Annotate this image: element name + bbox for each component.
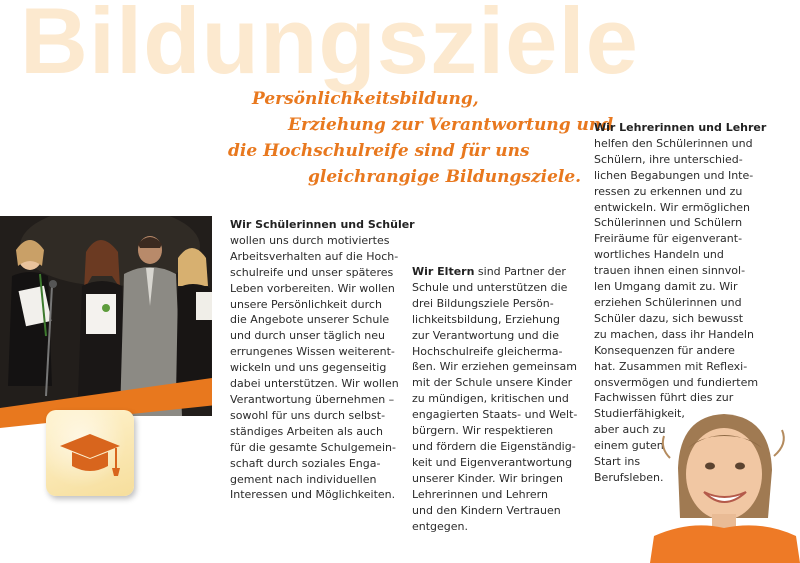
- text-line: helfen den Schülerinnen und: [594, 136, 753, 150]
- text-line: Leben vorbereiten. Wir wollen: [230, 281, 395, 295]
- teachers-heading: Wir Lehrerinnen und Lehrer: [594, 121, 767, 134]
- text-line: Hochschulreife gleicherma-: [412, 344, 563, 358]
- text-line: zur Verantwortung und die: [412, 328, 559, 342]
- parents-column: [412, 264, 590, 534]
- text-line: trauen ihnen einen sinnvol-: [594, 264, 746, 278]
- text-line: errungenes Wissen weiterent-: [230, 345, 395, 359]
- text-line: lichen Begabungen und Inte-: [594, 168, 754, 182]
- text-line: ständiges Arbeiten als auch: [230, 424, 383, 438]
- tagline: [228, 86, 614, 190]
- tagline-line: die Hochschulreife sind für uns: [228, 141, 530, 161]
- text-line: dabei unterstützen. Wir wollen: [230, 377, 399, 391]
- parents-heading: Wir Eltern: [412, 265, 475, 278]
- text-line: Lehrerinnen und Lehrern: [412, 487, 548, 501]
- text-line: len Umgang damit zu. Wir: [594, 280, 738, 294]
- text-line: für die gesamte Schulgemein-: [230, 440, 396, 454]
- text-line: Schülerinnen und Schülern: [594, 216, 743, 230]
- text-line: entwickeln. Wir ermöglichen: [594, 200, 751, 214]
- text-line: Schüler dazu, sich bewusst: [594, 311, 744, 325]
- text-line: gement nach individuellen: [230, 472, 377, 486]
- text-line: die Angebote unserer Schule: [230, 313, 390, 327]
- text-line: ßen. Wir erziehen gemeinsam: [412, 360, 577, 374]
- text-line: lichkeitsbildung, Erziehung: [412, 312, 560, 326]
- text-line: erziehen Schülerinnen und: [594, 295, 742, 309]
- text-line: Berufsleben.: [594, 470, 664, 484]
- text-line: schaft durch soziales Enga-: [230, 456, 381, 470]
- text-line: Verantwortung übernehmen –: [230, 392, 395, 406]
- text-line: zu mündigen, kritischen und: [412, 392, 569, 406]
- text-line: Konsequenzen für andere: [594, 343, 735, 357]
- text-line: entgegen.: [412, 519, 469, 533]
- graduation-cap-icon: [46, 410, 134, 496]
- text-line: zu machen, dass ihr Handeln: [594, 327, 754, 341]
- text-line: und den Kindern Vertrauen: [412, 503, 561, 517]
- text-line: Fachwissen führt dies zur: [594, 391, 734, 405]
- text-line: sind Partner der: [474, 265, 566, 278]
- smiling-girl-photo: [650, 408, 800, 563]
- text-line: schulreife und unser späteres: [230, 265, 394, 279]
- text-line: keit und Eigenverantwortung: [412, 455, 573, 469]
- text-line: Interessen und Möglichkeiten.: [230, 488, 396, 502]
- students-heading: Wir Schülerinnen und Schüler: [230, 218, 415, 231]
- tagline-line: gleichrangige Bildungsziele.: [308, 167, 582, 187]
- text-line: sowohl für uns durch selbst-: [230, 408, 386, 422]
- text-line: Arbeitsverhalten auf die Hoch-: [230, 249, 399, 263]
- text-line: Schülern, ihre unterschied-: [594, 152, 743, 166]
- text-line: onsvermögen und fundiertem: [594, 375, 759, 389]
- text-line: Schule und unterstützen die: [412, 280, 568, 294]
- text-line: unsere Persönlichkeit durch: [230, 297, 382, 311]
- text-line: wortliches Handeln und: [594, 248, 724, 262]
- text-line: mit der Schule unsere Kinder: [412, 376, 573, 390]
- page-title: Bildungsziele: [20, 0, 639, 93]
- text-line: Studierfähigkeit,: [594, 407, 685, 421]
- students-column: [230, 217, 415, 503]
- text-line: hat. Zusammen mit Reflexi-: [594, 359, 748, 373]
- graduation-cap-tile: [46, 410, 134, 496]
- text-line: Start ins: [594, 455, 641, 469]
- tagline-line: Persönlichkeitsbildung,: [252, 89, 479, 109]
- text-line: drei Bildungsziele Persön-: [412, 296, 554, 310]
- girl-illustration: [650, 408, 800, 563]
- text-line: einem guten: [594, 439, 664, 453]
- text-line: bürgern. Wir respektieren: [412, 424, 554, 438]
- text-line: und durch unser täglich neu: [230, 329, 386, 343]
- text-line: wickeln und uns gegenseitig: [230, 361, 387, 375]
- text-line: und fördern die Eigenständig-: [412, 439, 576, 453]
- text-line: Freiräume für eigenverant-: [594, 232, 743, 246]
- text-line: engagierten Staats- und Welt-: [412, 408, 578, 422]
- tagline-line: Erziehung zur Verantwortung und: [288, 115, 614, 135]
- text-line: wollen uns durch motiviertes: [230, 233, 390, 247]
- text-line: ressen zu erkennen und zu: [594, 184, 743, 198]
- text-line: aber auch zu: [594, 423, 666, 437]
- text-line: unserer Kinder. Wir bringen: [412, 471, 563, 485]
